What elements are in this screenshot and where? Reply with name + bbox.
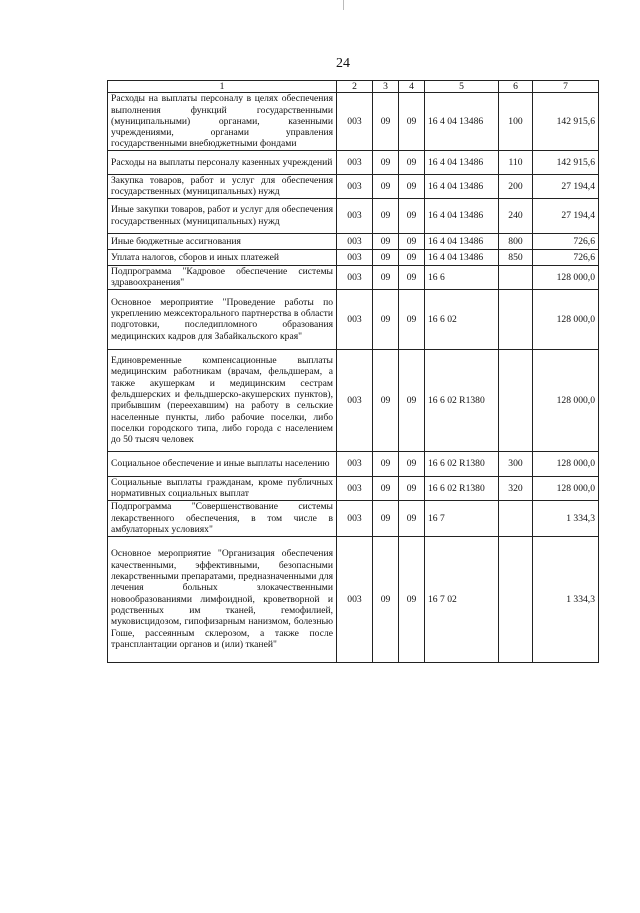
table-row [108, 93, 599, 150]
row-admin-code: 003 [337, 198, 373, 233]
row-section: 09 [373, 500, 399, 536]
row-amount: 27 194,4 [533, 174, 599, 198]
row-amount: 142 915,6 [533, 93, 599, 150]
row-amount: 142 915,6 [533, 150, 599, 174]
row-section: 09 [373, 289, 399, 349]
row-section: 09 [373, 536, 399, 662]
row-admin-code: 003 [337, 150, 373, 174]
table-row [108, 476, 599, 500]
row-expense-type [499, 265, 533, 289]
row-section: 09 [373, 349, 399, 451]
row-expense-type [499, 536, 533, 662]
row-name: Иные бюджетные ассигнования [108, 233, 337, 249]
row-admin-code: 003 [337, 93, 373, 150]
row-target-code: 16 4 04 13486 [425, 93, 499, 150]
row-section: 09 [373, 93, 399, 150]
header-row [108, 81, 599, 93]
row-subsection: 09 [399, 536, 425, 662]
row-admin-code: 003 [337, 476, 373, 500]
row-target-code: 16 4 04 13486 [425, 233, 499, 249]
row-amount: 1 334,3 [533, 500, 599, 536]
table-row [108, 150, 599, 174]
row-expense-type [499, 349, 533, 451]
row-name: Расходы на выплаты персоналу в целях обеспечения выполнения функций государственными (муниципальными) органами, казенными учреждениями, органами управления государственными внебюджетными фондами [108, 93, 337, 150]
row-subsection: 09 [399, 93, 425, 150]
row-subsection: 09 [399, 233, 425, 249]
row-admin-code: 003 [337, 500, 373, 536]
page-number: 24 [336, 56, 350, 71]
row-expense-type: 320 [499, 476, 533, 500]
row-amount: 27 194,4 [533, 198, 599, 233]
row-expense-type: 200 [499, 174, 533, 198]
header-col-4: 4 [399, 81, 425, 93]
row-subsection: 09 [399, 265, 425, 289]
row-expense-type: 100 [499, 93, 533, 150]
row-admin-code: 003 [337, 249, 373, 265]
row-amount: 1 334,3 [533, 536, 599, 662]
row-section: 09 [373, 476, 399, 500]
row-amount: 128 000,0 [533, 265, 599, 289]
table-row [108, 233, 599, 249]
row-name: Единовременные компенсационные выплаты медицинским работникам (врачам, фельдшерам, а также акушеркам и медицинским сестрам фельдшерских и фельдшерско-акушерских пунктов), прибывшим (переехавшим) на работу в сельские населенные пункты, либо рабочие поселки, либо поселки городского типа, либо города с населением до 50 тысяч человек [108, 349, 337, 451]
row-admin-code: 003 [337, 233, 373, 249]
row-target-code: 16 4 04 13486 [425, 198, 499, 233]
table-row [108, 289, 599, 349]
row-target-code: 16 7 02 [425, 536, 499, 662]
row-section: 09 [373, 150, 399, 174]
budget-table [107, 80, 599, 663]
header-col-7: 7 [533, 81, 599, 93]
row-amount: 128 000,0 [533, 349, 599, 451]
header-col-2: 2 [337, 81, 373, 93]
row-subsection: 09 [399, 349, 425, 451]
row-expense-type: 110 [499, 150, 533, 174]
table-row [108, 174, 599, 198]
row-name: Социальные выплаты гражданам, кроме публичных нормативных социальных выплат [108, 476, 337, 500]
row-target-code: 16 4 04 13486 [425, 174, 499, 198]
row-admin-code: 003 [337, 536, 373, 662]
row-name: Уплата налогов, сборов и иных платежей [108, 249, 337, 265]
row-section: 09 [373, 265, 399, 289]
table-row [108, 249, 599, 265]
row-target-code: 16 6 02 [425, 289, 499, 349]
row-target-code: 16 6 02 R1380 [425, 349, 499, 451]
row-subsection: 09 [399, 500, 425, 536]
row-amount: 128 000,0 [533, 451, 599, 476]
row-amount: 726,6 [533, 233, 599, 249]
row-subsection: 09 [399, 249, 425, 265]
row-section: 09 [373, 198, 399, 233]
row-name: Закупка товаров, работ и услуг для обеспечения государственных (муниципальных) нужд [108, 174, 337, 198]
row-expense-type: 300 [499, 451, 533, 476]
row-expense-type: 240 [499, 198, 533, 233]
scan-edge-mark [343, 0, 344, 10]
row-expense-type: 800 [499, 233, 533, 249]
header-col-1: 1 [108, 81, 337, 93]
row-section: 09 [373, 451, 399, 476]
row-subsection: 09 [399, 451, 425, 476]
table-row [108, 536, 599, 662]
row-target-code: 16 6 02 R1380 [425, 476, 499, 500]
row-admin-code: 003 [337, 289, 373, 349]
row-name: Расходы на выплаты персоналу казенных учреждений [108, 150, 337, 174]
header-col-6: 6 [499, 81, 533, 93]
row-amount: 726,6 [533, 249, 599, 265]
row-amount: 128 000,0 [533, 289, 599, 349]
row-subsection: 09 [399, 174, 425, 198]
row-admin-code: 003 [337, 174, 373, 198]
row-name: Основное мероприятие "Организация обеспечения качественными, эффективными, безопасными лекарственными препаратами, предназначенными для лечения больных злокачественными новообразованиями лимфоидной, кроветворной и родственных им тканей, гемофилией, муковисцидозом, гипофизарным нанизмом, болезнью Гоше, рассеянным склерозом, а также после трансплантации органов и (или) тканей" [108, 536, 337, 662]
row-subsection: 09 [399, 150, 425, 174]
row-name: Подпрограмма "Кадровое обеспечение системы здравоохранения" [108, 265, 337, 289]
row-section: 09 [373, 174, 399, 198]
row-expense-type: 850 [499, 249, 533, 265]
header-col-3: 3 [373, 81, 399, 93]
row-target-code: 16 6 [425, 265, 499, 289]
row-target-code: 16 4 04 13486 [425, 150, 499, 174]
header-col-5: 5 [425, 81, 499, 93]
row-subsection: 09 [399, 289, 425, 349]
row-target-code: 16 4 04 13486 [425, 249, 499, 265]
row-target-code: 16 6 02 R1380 [425, 451, 499, 476]
row-expense-type [499, 500, 533, 536]
table-row [108, 198, 599, 233]
table-row [108, 451, 599, 476]
row-expense-type [499, 289, 533, 349]
row-name: Подпрограмма "Совершенствование системы лекарственного обеспечения, в том числе в амбулаторных условиях" [108, 500, 337, 536]
row-amount: 128 000,0 [533, 476, 599, 500]
row-name: Основное мероприятие "Проведение работы по укреплению межсекторального партнерства в области подготовки, последипломного образования медицинских кадров для Забайкальского края" [108, 289, 337, 349]
row-name: Социальное обеспечение и иные выплаты населению [108, 451, 337, 476]
row-name: Иные закупки товаров, работ и услуг для обеспечения государственных (муниципальных) нужд [108, 198, 337, 233]
row-admin-code: 003 [337, 349, 373, 451]
table-row [108, 349, 599, 451]
row-subsection: 09 [399, 476, 425, 500]
row-section: 09 [373, 249, 399, 265]
row-admin-code: 003 [337, 265, 373, 289]
row-subsection: 09 [399, 198, 425, 233]
row-target-code: 16 7 [425, 500, 499, 536]
row-section: 09 [373, 233, 399, 249]
table-row [108, 265, 599, 289]
row-admin-code: 003 [337, 451, 373, 476]
table-row [108, 500, 599, 536]
